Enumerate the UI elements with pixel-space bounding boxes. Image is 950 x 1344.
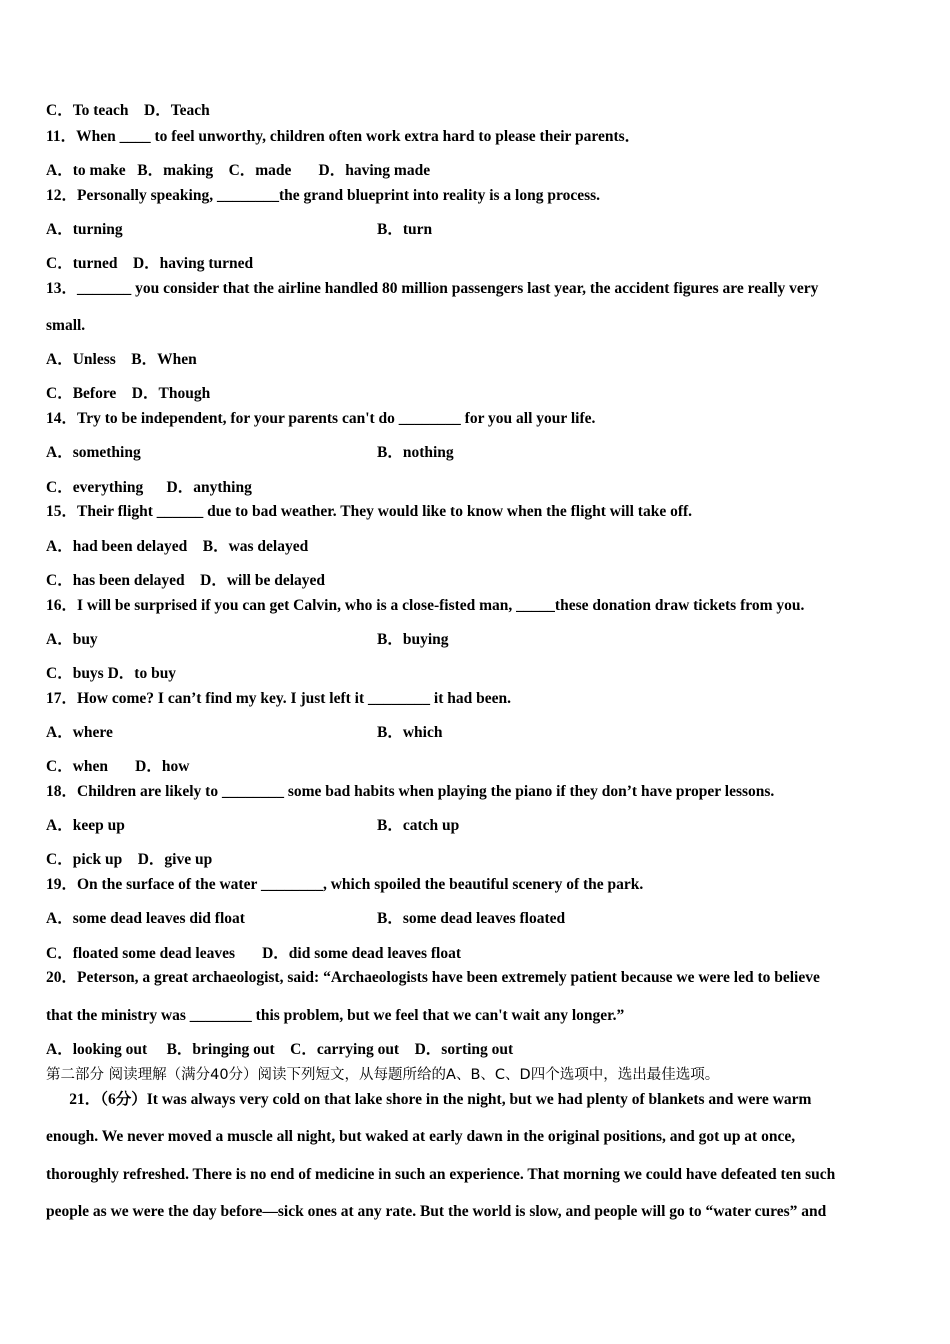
- q16-stem: 16．I will be surprised if you can get Calvin, who is a close-fisted man, _____these donation draw tickets from you.: [46, 597, 805, 614]
- q12-options-cd: C．turned D．having turned: [46, 255, 254, 272]
- q16-option-a: A．buy: [46, 631, 98, 648]
- q12-option-a: A．turning: [46, 221, 123, 238]
- q19-options-cd: C．floated some dead leaves D．did some dead leaves float: [46, 945, 462, 962]
- q15-options-ab: A．had been delayed B．was delayed: [46, 538, 309, 555]
- q14-stem: 14．Try to be independent, for your parents can't do ________ for you all your life.: [46, 410, 596, 427]
- q13-options-cd: C．Before D．Though: [46, 385, 211, 402]
- q15-stem: 15．Their flight ______ due to bad weather. They would like to know when the flight will take off.: [46, 503, 693, 520]
- q14-option-b: B．nothing: [377, 444, 454, 461]
- q18-options-cd: C．pick up D．give up: [46, 851, 213, 868]
- q12-stem: 12．Personally speaking, ________the grand blueprint into reality is a long process.: [46, 187, 601, 204]
- q13-options-ab: A．Unless B．When: [46, 351, 197, 368]
- q19-option-b: B．some dead leaves floated: [377, 910, 566, 927]
- q10-options-cd: C．To teach D．Teach: [46, 102, 210, 119]
- q12-option-b: B．turn: [377, 221, 433, 238]
- q20-stem: 20．Peterson, a great archaeologist, said: “Archaeologists have been extremely patient because we were led to believe: [46, 969, 820, 986]
- q19-option-a: A．some dead leaves did float: [46, 910, 245, 927]
- q16-options-cd: C．buys D．to buy: [46, 665, 177, 682]
- q16-option-b: B．buying: [377, 631, 449, 648]
- q20-options: A．looking out B．bringing out C．carrying out D．sorting out: [46, 1041, 514, 1058]
- q11-options: A．to make B．making C．made D．having made: [46, 162, 431, 179]
- q14-options-cd: C．everything D．anything: [46, 479, 252, 496]
- q15-options-cd: C．has been delayed D．will be delayed: [46, 572, 326, 589]
- q18-option-a: A．keep up: [46, 817, 125, 834]
- q14-option-a: A．something: [46, 444, 141, 461]
- q19-stem: 19．On the surface of the water ________, which spoiled the beautiful scenery of the park.: [46, 876, 644, 893]
- q17-stem: 17．How come? I can’t find my key. I just left it ________ it had been.: [46, 690, 511, 707]
- q13-stem: 13．_______ you consider that the airline handled 80 million passengers last year, the accident figures are really very: [46, 280, 819, 297]
- passage-line: 21．（6分）It was always very cold on that lake shore in the night, but we had plenty of blankets and were warm: [46, 1091, 812, 1108]
- q17-option-a: A．where: [46, 724, 113, 741]
- q17-option-b: B．which: [377, 724, 443, 741]
- q18-option-b: B．catch up: [377, 817, 460, 834]
- section-heading: 第二部分 阅读理解（满分40分）阅读下列短文，从每题所给的A、B、C、D四个选项中，选出最佳选项。: [46, 1067, 720, 1083]
- passage-line: thoroughly refreshed. There is no end of medicine in such an experience. That morning we could have defeated ten such: [46, 1166, 836, 1183]
- q17-options-cd: C．when D．how: [46, 758, 190, 775]
- q18-stem: 18．Children are likely to ________ some bad habits when playing the piano if they don’t have proper lessons.: [46, 783, 775, 800]
- q20-stem-cont: that the ministry was ________ this problem, but we feel that we can't wait any longer.”: [46, 1007, 625, 1024]
- passage-line: enough. We never moved a muscle all night, but waked at early dawn in the original positions, and got up at once,: [46, 1128, 796, 1145]
- q11-stem: 11．When ____ to feel unworthy, children often work extra hard to please their parents．: [46, 128, 641, 145]
- q13-stem-cont: small.: [46, 317, 86, 334]
- passage-line: people as we were the day before—sick ones at any rate. But the world is slow, and people will go to “water cures” and: [46, 1203, 827, 1220]
